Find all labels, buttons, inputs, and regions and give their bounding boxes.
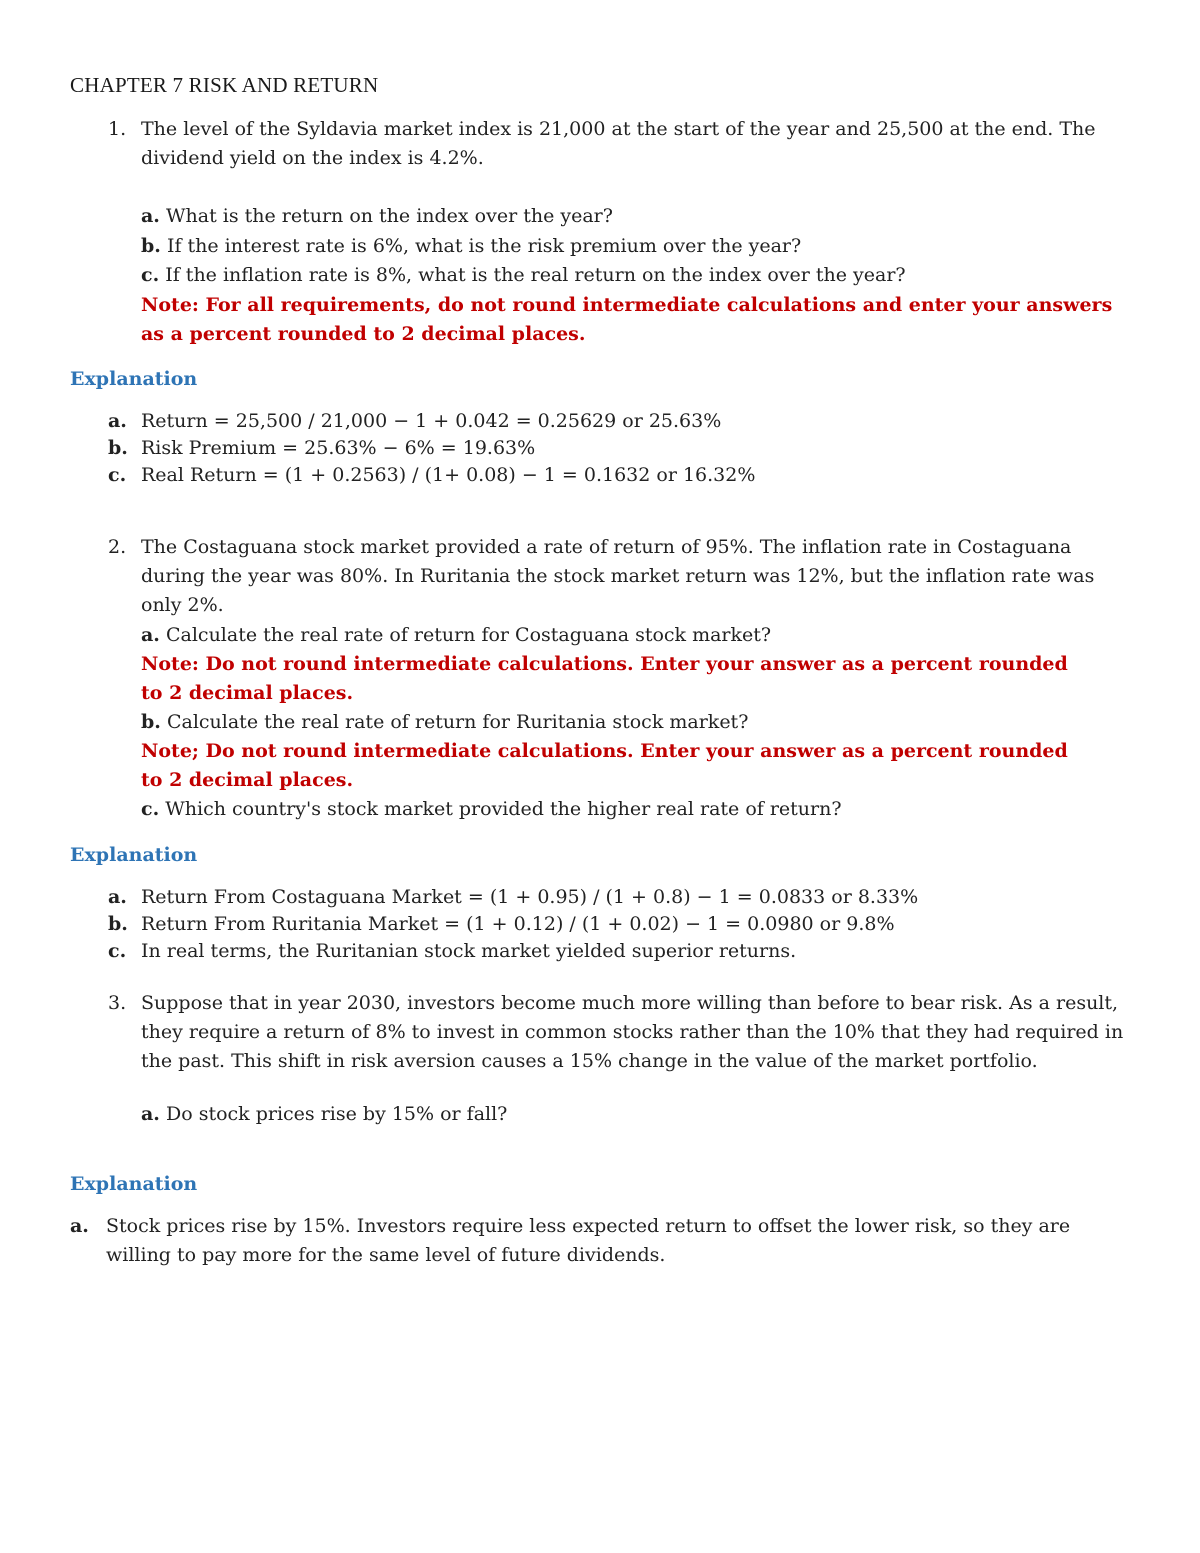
question-2-part-c	[141, 795, 1131, 824]
explanation-heading: Explanation	[70, 844, 198, 866]
question-1-part-a	[141, 202, 1131, 231]
chapter-title: CHAPTER 7 RISK AND RETURN	[70, 73, 379, 97]
part-text: Calculate the real rate of return for Costaguana stock market?	[165, 624, 772, 646]
answer-label: a.	[108, 410, 127, 432]
part-text: Do stock prices rise by 15% or fall?	[165, 1103, 508, 1125]
part-label: c.	[141, 798, 160, 820]
part-label: b.	[141, 711, 161, 733]
answer-text: In real terms, the Ruritanian stock market yielded superior returns.	[141, 940, 797, 962]
question-1-text: The level of the Syldavia market index is 21,000 at the start of the year and 25,500 at the end. The dividend yield on the index is 4.2%.	[141, 118, 1096, 169]
explanation-heading: Explanation	[70, 368, 198, 390]
answer-label: a.	[70, 1215, 89, 1237]
part-label: b.	[141, 235, 161, 257]
answer-label: c.	[108, 940, 127, 962]
question-2-part-b	[141, 708, 1131, 737]
question-1-part-c	[141, 261, 1131, 290]
answer-1-b	[108, 434, 1128, 463]
answer-1-a	[108, 407, 1128, 436]
question-1-part-b	[141, 232, 1131, 261]
answer-text: Return From Costaguana Market = (1 + 0.95) / (1 + 0.8) − 1 = 0.0833 or 8.33%	[141, 886, 919, 908]
question-3-text: Suppose that in year 2030, investors become much more willing than before to bear risk. As a result, they require a return of 8% to invest in common stocks rather than the 10% that they had required in the past. This shift in risk aversion causes a 15% change in the value of the market portfolio.	[141, 992, 1124, 1072]
answer-3-a	[70, 1212, 1130, 1270]
question-2-text: The Costaguana stock market provided a rate of return of 95%. The inflation rate in Costaguana during the year was 80%. In Ruritania the stock market return was 12%, but the inflation rate was only 2%.	[141, 536, 1095, 616]
answer-text: Risk Premium = 25.63% − 6% = 19.63%	[141, 437, 536, 459]
answer-label: b.	[108, 437, 128, 459]
answer-1-c	[108, 461, 1128, 490]
part-label: a.	[141, 1103, 160, 1125]
part-label: a.	[141, 624, 160, 646]
question-2-number: 2.	[108, 536, 127, 558]
explanation-heading: Explanation	[70, 1173, 198, 1195]
part-label: c.	[141, 264, 160, 286]
answer-label: b.	[108, 913, 128, 935]
question-1-note: Note: For all requirements, do not round intermediate calculations and enter your answers as a percent rounded to 2 decimal places.	[141, 294, 1113, 345]
answer-label: c.	[108, 464, 127, 486]
answer-text: Stock prices rise by 15%. Investors require less expected return to offset the lower risk, so they are willing to pay more for the same level of future dividends.	[106, 1215, 1071, 1266]
part-text: Which country's stock market provided the higher real rate of return?	[165, 798, 842, 820]
part-text: What is the return on the index over the year?	[165, 205, 613, 227]
part-text: If the interest rate is 6%, what is the risk premium over the year?	[166, 235, 802, 257]
part-text: Calculate the real rate of return for Ruritania stock market?	[166, 711, 749, 733]
part-label: a.	[141, 205, 160, 227]
answer-text: Return = 25,500 / 21,000 − 1 + 0.042 = 0.25629 or 25.63%	[141, 410, 722, 432]
answer-2-b	[108, 910, 1128, 939]
answer-text: Return From Ruritania Market = (1 + 0.12) / (1 + 0.02) − 1 = 0.0980 or 9.8%	[141, 913, 895, 935]
question-1-number: 1.	[108, 118, 127, 140]
question-2-note-b: Note; Do not round intermediate calculations. Enter your answer as a percent rounded to 2 decimal places.	[141, 740, 1068, 791]
part-text: If the inflation rate is 8%, what is the real return on the index over the year?	[165, 264, 906, 286]
question-3-part-a	[141, 1100, 1131, 1129]
answer-text: Real Return = (1 + 0.2563) / (1+ 0.08) − 1 = 0.1632 or 16.32%	[141, 464, 756, 486]
question-3-number: 3.	[108, 992, 127, 1014]
answer-2-a	[108, 883, 1128, 912]
answer-label: a.	[108, 886, 127, 908]
answer-2-c	[108, 937, 1128, 966]
question-2-part-a	[141, 621, 1131, 650]
question-2-note-a: Note: Do not round intermediate calculations. Enter your answer as a percent rounded to 2 decimal places.	[141, 653, 1068, 704]
